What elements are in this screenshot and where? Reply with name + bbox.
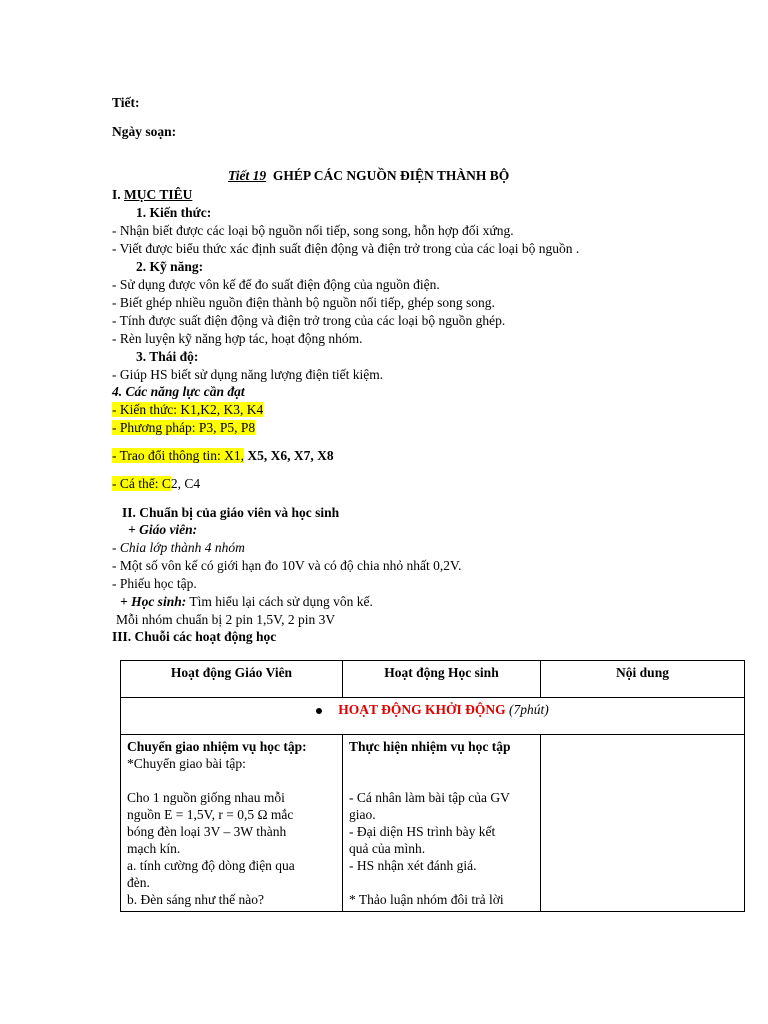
skills-heading: 2. Kỹ năng:	[136, 259, 204, 274]
student-text: Tìm hiểu lại cách sử dụng vôn kế.	[186, 594, 373, 609]
student-line: - HS nhận xét đánh giá.	[349, 858, 477, 873]
header-content: Nội dung	[541, 661, 745, 698]
student-prep	[120, 593, 373, 610]
table-row-content	[121, 735, 745, 912]
student-line-blank	[349, 755, 534, 772]
header-teacher: Hoạt động Giáo Viên	[121, 661, 343, 698]
teacher-line: mạch kín.	[127, 841, 181, 856]
teacher-line: *Chuyển giao bài tập:	[127, 756, 246, 771]
skills-item: - Tính được suất điện động và điện trở trong của các loại bộ nguồn ghép.	[112, 313, 506, 328]
student-task-heading: Thực hiện nhiệm vụ học tập	[349, 739, 511, 754]
competency-knowledge-text: - Kiến thức: K1,K2, K3, K4	[112, 402, 264, 417]
section-1-title: MỤC TIÊU	[124, 187, 193, 202]
table-header-row	[121, 661, 745, 698]
student-line: giao.	[349, 807, 376, 822]
teacher-item: - Phiếu học tập.	[112, 576, 197, 591]
teacher-line: bóng đèn loại 3V – 3W thành	[127, 824, 287, 839]
table-row-activity	[121, 698, 745, 735]
competency-knowledge	[112, 401, 263, 418]
activity-table	[120, 660, 745, 912]
section-1-roman: I.	[112, 187, 121, 202]
teacher-label: + Giáo viên:	[128, 522, 198, 537]
lesson-name: GHÉP CÁC NGUỒN ĐIỆN THÀNH BỘ	[272, 168, 510, 183]
student-label: + Học sinh:	[120, 594, 187, 609]
skills-item: - Sử dụng được vôn kế để đo suất điện động của nguồn điện.	[112, 277, 440, 292]
attitude-item: - Giúp HS biết sử dụng năng lượng điện tiết kiệm.	[112, 367, 384, 382]
teacher-item: - Một số vôn kế có giới hạn đo 10V và có độ chia nhỏ nhất 0,2V.	[112, 558, 462, 573]
teacher-task-heading: Chuyển giao nhiệm vụ học tập:	[127, 739, 307, 754]
lesson-number: Tiết 19	[228, 168, 267, 183]
activity-duration: (7phút)	[509, 702, 549, 717]
competency-exchange-rest: X5, X6, X7, X8	[244, 448, 334, 463]
teacher-item: - Chia lớp thành 4 nhóm	[112, 540, 245, 555]
ngay-soan-label: Ngày soạn:	[112, 124, 177, 139]
student-extra: Mỗi nhóm chuẩn bị 2 pin 1,5V, 2 pin 3V	[116, 612, 336, 627]
student-line: * Thảo luận nhóm đôi trả lời	[349, 892, 504, 907]
teacher-line: Cho 1 nguồn giống nhau mỗi	[127, 790, 285, 805]
section-1-heading	[112, 186, 192, 203]
teacher-line: nguồn E = 1,5V, r = 0,5 Ω mắc	[127, 807, 294, 822]
knowledge-item: - Nhận biết được các loại bộ nguồn nối tiếp, song song, hỗn hợp đối xứng.	[112, 223, 514, 238]
teacher-line-blank	[127, 772, 336, 789]
content-cell	[541, 735, 745, 912]
teacher-line: đèn.	[127, 875, 150, 890]
activity-cell	[121, 698, 745, 735]
knowledge-item: - Viết được biểu thức xác định suất điện động và điện trở trong của các loại bộ nguồn .	[112, 241, 580, 256]
bullet-icon	[316, 708, 322, 714]
teacher-line: b. Đèn sáng như thế nào?	[127, 892, 265, 907]
competencies-heading: 4. Các năng lực cần đạt	[112, 384, 245, 399]
knowledge-heading: 1. Kiến thức:	[136, 205, 212, 220]
competency-method	[112, 419, 255, 436]
student-line: - Cá nhân làm bài tập của GV	[349, 790, 510, 805]
activity-name: HOẠT ĐỘNG KHỞI ĐỘNG	[338, 702, 506, 717]
competency-exchange	[112, 447, 334, 464]
student-line-blank	[349, 772, 534, 789]
competency-method-text: - Phương pháp: P3, P5, P8	[112, 420, 256, 435]
student-line: quả của mình.	[349, 841, 426, 856]
attitude-heading: 3. Thái độ:	[136, 349, 199, 364]
competency-personal-highlight: - Cá thể: C	[112, 476, 171, 491]
student-line-blank	[349, 874, 534, 891]
skills-item: - Rèn luyện kỹ năng hợp tác, hoạt động nhóm.	[112, 331, 363, 346]
lesson-title	[228, 167, 509, 184]
competency-personal	[112, 475, 200, 492]
student-cell	[343, 735, 541, 912]
competency-personal-rest: 2, C4	[170, 476, 201, 491]
header-student: Hoạt động Học sinh	[343, 661, 541, 698]
teacher-cell	[121, 735, 343, 912]
tiet-label: Tiết:	[112, 95, 140, 110]
student-line: - Đại diện HS trình bày kết	[349, 824, 496, 839]
teacher-line: a. tính cường độ dòng điện qua	[127, 858, 295, 873]
skills-item: - Biết ghép nhiều nguồn điện thành bộ nguồn nối tiếp, ghép song song.	[112, 295, 495, 310]
competency-exchange-highlight: - Trao đổi thông tin: X1,	[112, 448, 245, 463]
section-2-heading: II. Chuẩn bị của giáo viên và học sinh	[122, 505, 340, 520]
section-3-heading: III. Chuỗi các hoạt động học	[112, 629, 277, 644]
